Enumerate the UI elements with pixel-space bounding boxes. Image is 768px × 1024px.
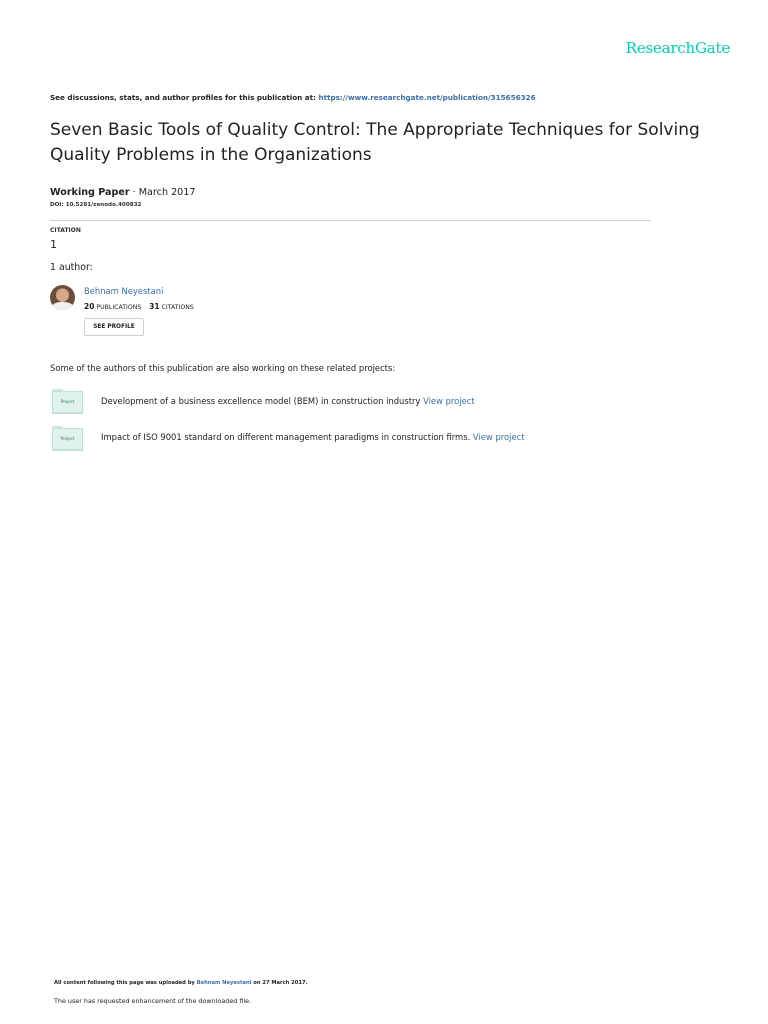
author-publications-count: 20 <box>84 302 95 311</box>
paper-date: · March 2017 <box>129 187 196 198</box>
upload-prefix: All content following this page was uploaded by <box>54 980 197 986</box>
uploader-link[interactable]: Behnam Neyestani <box>196 980 252 986</box>
paper-title <box>50 118 730 168</box>
view-project-link[interactable]: View project <box>472 432 525 442</box>
paper-meta <box>50 187 195 198</box>
project-item <box>101 396 475 406</box>
view-project-link[interactable]: View project <box>423 396 475 406</box>
see-profile-button[interactable]: SEE PROFILE <box>84 318 144 336</box>
researchgate-logo[interactable]: ResearchGate <box>625 39 730 57</box>
author-avatar[interactable] <box>50 285 75 310</box>
project-folder-icon[interactable] <box>52 389 82 411</box>
project-item-text: Development of a business excellence model (BEM) in construction industry <box>101 396 424 406</box>
upload-suffix: on 27 March 2017. <box>251 980 308 986</box>
enhancement-note: The user has requested enhancement of the downloaded file. <box>54 997 252 1005</box>
project-item-text: Impact of ISO 9001 standard on different management paradigms in construction firms. <box>101 432 473 442</box>
avatar-shirt <box>52 302 73 310</box>
project-icon-label: Project <box>52 428 83 450</box>
author-stats <box>84 302 194 311</box>
author-citations-label: CITATIONS <box>161 304 194 311</box>
avatar-face <box>57 289 68 302</box>
paper-doi: DOI: 10.5281/zenodo.400832 <box>50 202 142 208</box>
project-icon-label: Project <box>52 391 83 413</box>
citation-count: 1 <box>50 238 57 251</box>
project-item <box>101 432 525 442</box>
upload-note <box>54 980 308 986</box>
paper-type: Working Paper <box>50 187 130 198</box>
citation-label: CITATION <box>50 227 81 234</box>
author-name-link[interactable]: Behnam Neyestani <box>84 286 164 296</box>
projects-intro: Some of the authors of this publication are also working on these related projects: <box>50 363 396 373</box>
paper-title-line-2: Quality Problems in the Organizations <box>50 145 372 165</box>
discussion-line <box>50 93 536 102</box>
discussion-prefix: See discussions, stats, and author profiles for this publication at: <box>50 93 319 102</box>
authors-count: 1 author: <box>50 262 93 273</box>
author-citations-count: 31 <box>149 302 160 311</box>
project-folder-icon[interactable] <box>52 426 82 448</box>
paper-title-line-1: Seven Basic Tools of Quality Control: The Appropriate Techniques for Solving <box>50 120 700 140</box>
author-publications-label: PUBLICATIONS <box>96 304 142 311</box>
publication-url-link[interactable]: https://www.researchgate.net/publication/315656326 <box>318 93 536 102</box>
divider <box>50 220 651 221</box>
